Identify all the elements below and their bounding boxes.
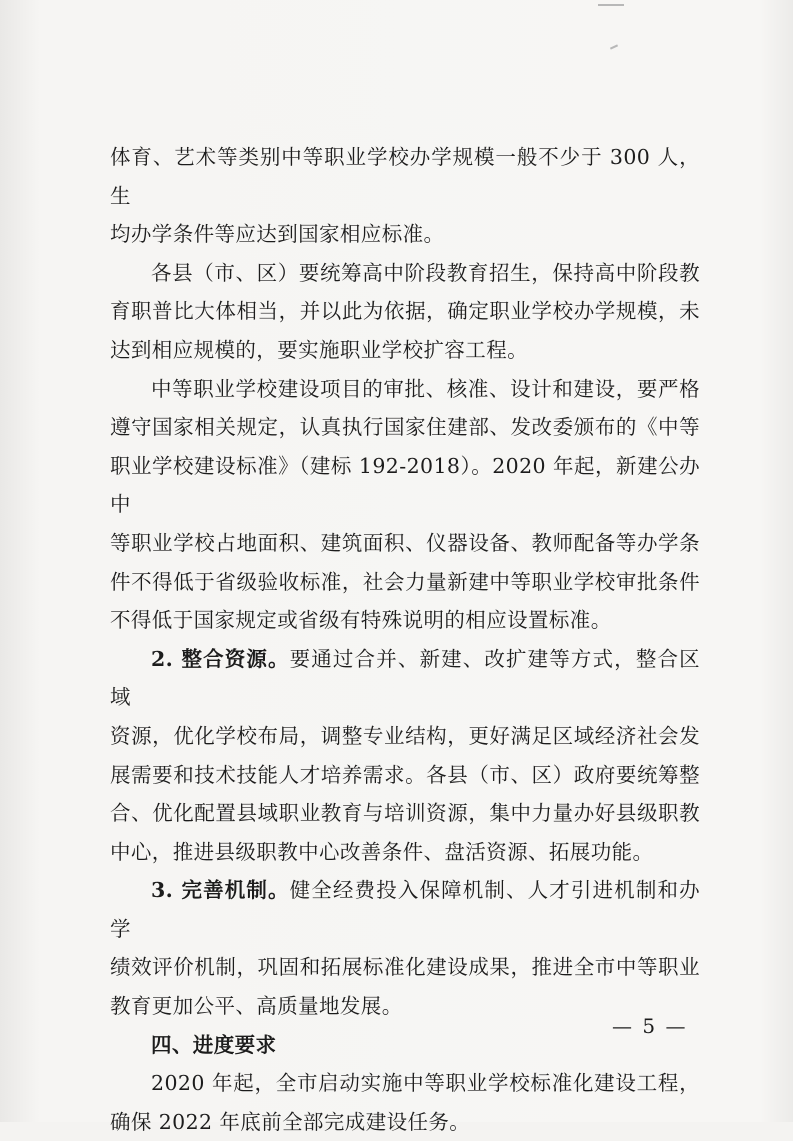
body-line: 件不得低于省级验收标准，社会力量新建中等职业学校审批条件	[110, 569, 700, 594]
body-line: 等职业学校占地面积、建筑面积、仪器设备、教师配备等办学条	[110, 530, 700, 555]
body-line: 中等职业学校建设项目的审批、核准、设计和建设，要严格	[151, 376, 700, 401]
body-line: 均办学条件等应达到国家相应标准。	[110, 222, 445, 247]
body-line: 不得低于国家规定或省级有特殊说明的相应设置标准。	[110, 608, 612, 633]
scan-mark-corner	[610, 44, 618, 49]
body-line: 展需要和技术技能人才培养需求。各县（市、区）政府要统筹整	[110, 762, 700, 787]
body-line: 职业学校建设标准》（建标 192-2018）。2020 年起，新建公办中	[110, 453, 700, 517]
body-line: 合、优化配置县域职业教育与培训资源，集中力量办好县级职教	[110, 801, 700, 826]
body-text: 健全经费投入保障机制、人才引进机制和办学	[110, 878, 700, 941]
body-line: 中心，推进县级职教中心改善条件、盘活资源、拓展功能。	[110, 839, 654, 864]
body-line: 育职普比大体相当，并以此为依据，确定职业学校办学规模，未	[110, 299, 700, 324]
body-line	[110, 640, 700, 717]
body-line: 体育、艺术等类别中等职业学校办学规模一般不少于 300 人，生	[110, 145, 700, 208]
body-line: 教育更加公平、高质量地发展。	[110, 994, 403, 1019]
body-line: 2020 年起，全市启动实施中等职业学校标准化建设工程，	[151, 1071, 700, 1096]
document-body	[110, 138, 700, 1141]
subsection-title: 2. 整合资源。	[151, 646, 290, 671]
scan-mark-top	[598, 4, 624, 6]
section-heading: 四、进度要求	[151, 1032, 277, 1057]
body-line: 资源，优化学校布局，调整专业结构，更好满足区域经济社会发	[110, 723, 700, 748]
body-line: 各县（市、区）要统筹高中阶段教育招生，保持高中阶段教	[151, 260, 700, 285]
page-number: — 5 —	[612, 1014, 688, 1038]
body-text: 要通过合并、新建、改扩建等方式，整合区域	[110, 646, 700, 710]
body-line: 绩效评价机制，巩固和拓展标准化建设成果，推进全市中等职业	[110, 955, 700, 980]
body-line: 确保 2022 年底前全部完成建设任务。	[110, 1109, 471, 1134]
body-line: 达到相应规模的，要实施职业学校扩容工程。	[110, 337, 528, 362]
body-line	[110, 871, 700, 948]
subsection-title: 3. 完善机制。	[151, 878, 290, 903]
body-line: 遵守国家相关规定，认真执行国家住建部、发改委颁布的《中等	[110, 415, 700, 440]
